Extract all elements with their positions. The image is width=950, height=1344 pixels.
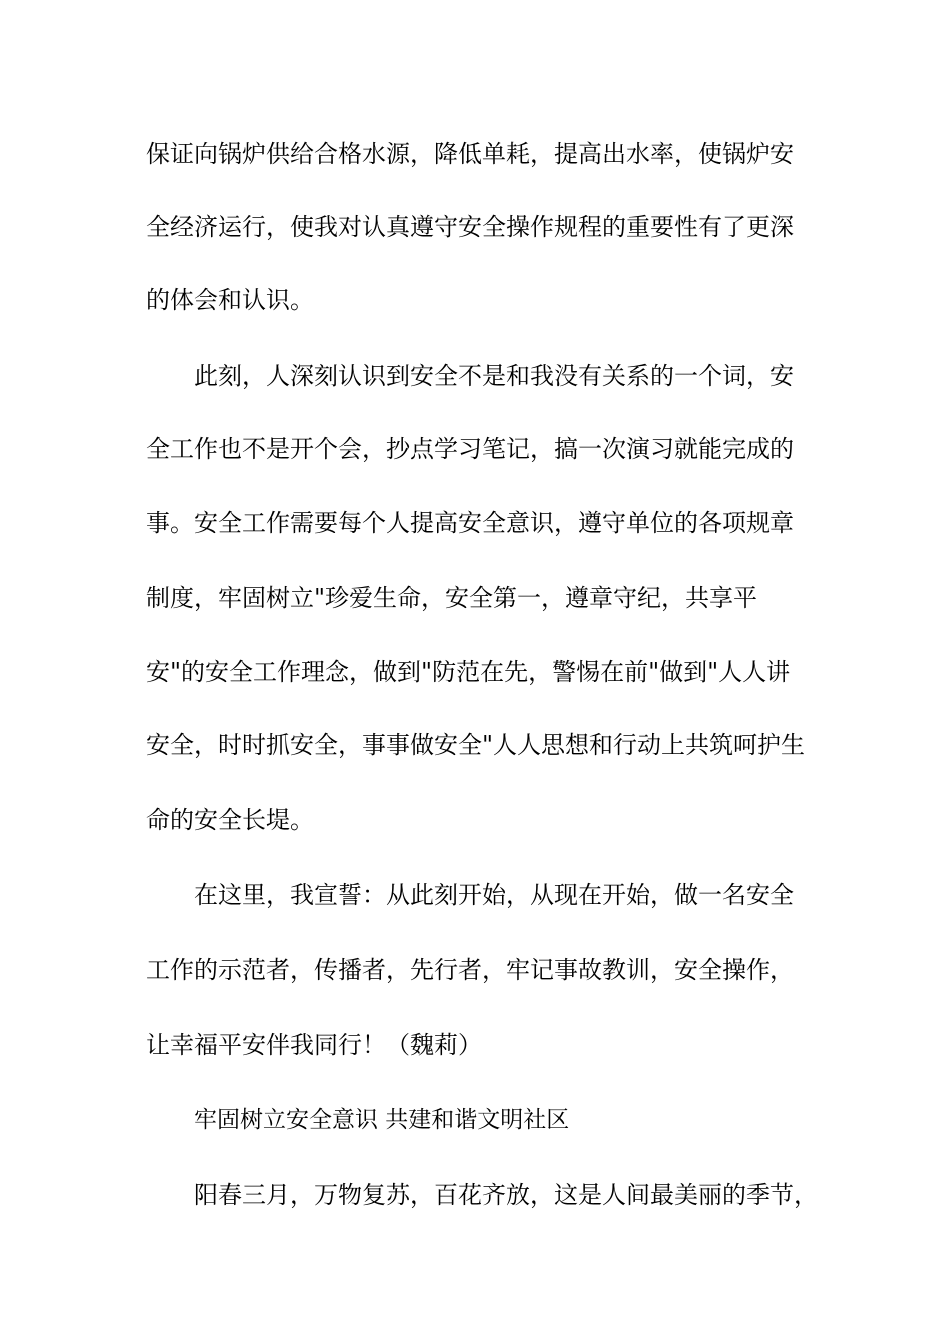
text-line: 命的安全长堤。 bbox=[146, 806, 314, 834]
text-line: 让幸福平安伴我同行！（魏莉） bbox=[146, 1031, 482, 1059]
text-line: 全经济运行，使我对认真遵守安全操作规程的重要性有了更深 bbox=[146, 213, 794, 241]
text-line: 的体会和认识。 bbox=[146, 286, 314, 314]
text-line: 此刻，人深刻认识到安全不是和我没有关系的一个词，安 bbox=[194, 362, 794, 390]
text-line: 在这里，我宣誓：从此刻开始，从现在开始，做一名安全 bbox=[194, 881, 794, 909]
text-line: 全工作也不是开个会，抄点学习笔记，搞一次演习就能完成的 bbox=[146, 435, 794, 463]
section-title: 牢固树立安全意识 共建和谐文明社区 bbox=[194, 1107, 570, 1133]
text-line: 安全，时时抓安全，事事做安全"人人思想和行动上共筑呵护生 bbox=[146, 731, 806, 759]
text-line: 阳春三月，万物复苏，百花齐放，这是人间最美丽的季节， bbox=[194, 1181, 818, 1209]
text-line: 事。安全工作需要每个人提高安全意识，遵守单位的各项规章 bbox=[146, 509, 794, 537]
text-line: 工作的示范者，传播者，先行者，牢记事故教训，安全操作， bbox=[146, 956, 794, 984]
text-line: 制度，牢固树立"珍爱生命，安全第一，遵章守纪，共享平 bbox=[146, 584, 758, 612]
text-line: 安"的安全工作理念，做到"防范在先，警惕在前"做到"人人讲 bbox=[146, 658, 791, 686]
text-line: 保证向锅炉供给合格水源，降低单耗，提高出水率，使锅炉安 bbox=[146, 140, 794, 168]
